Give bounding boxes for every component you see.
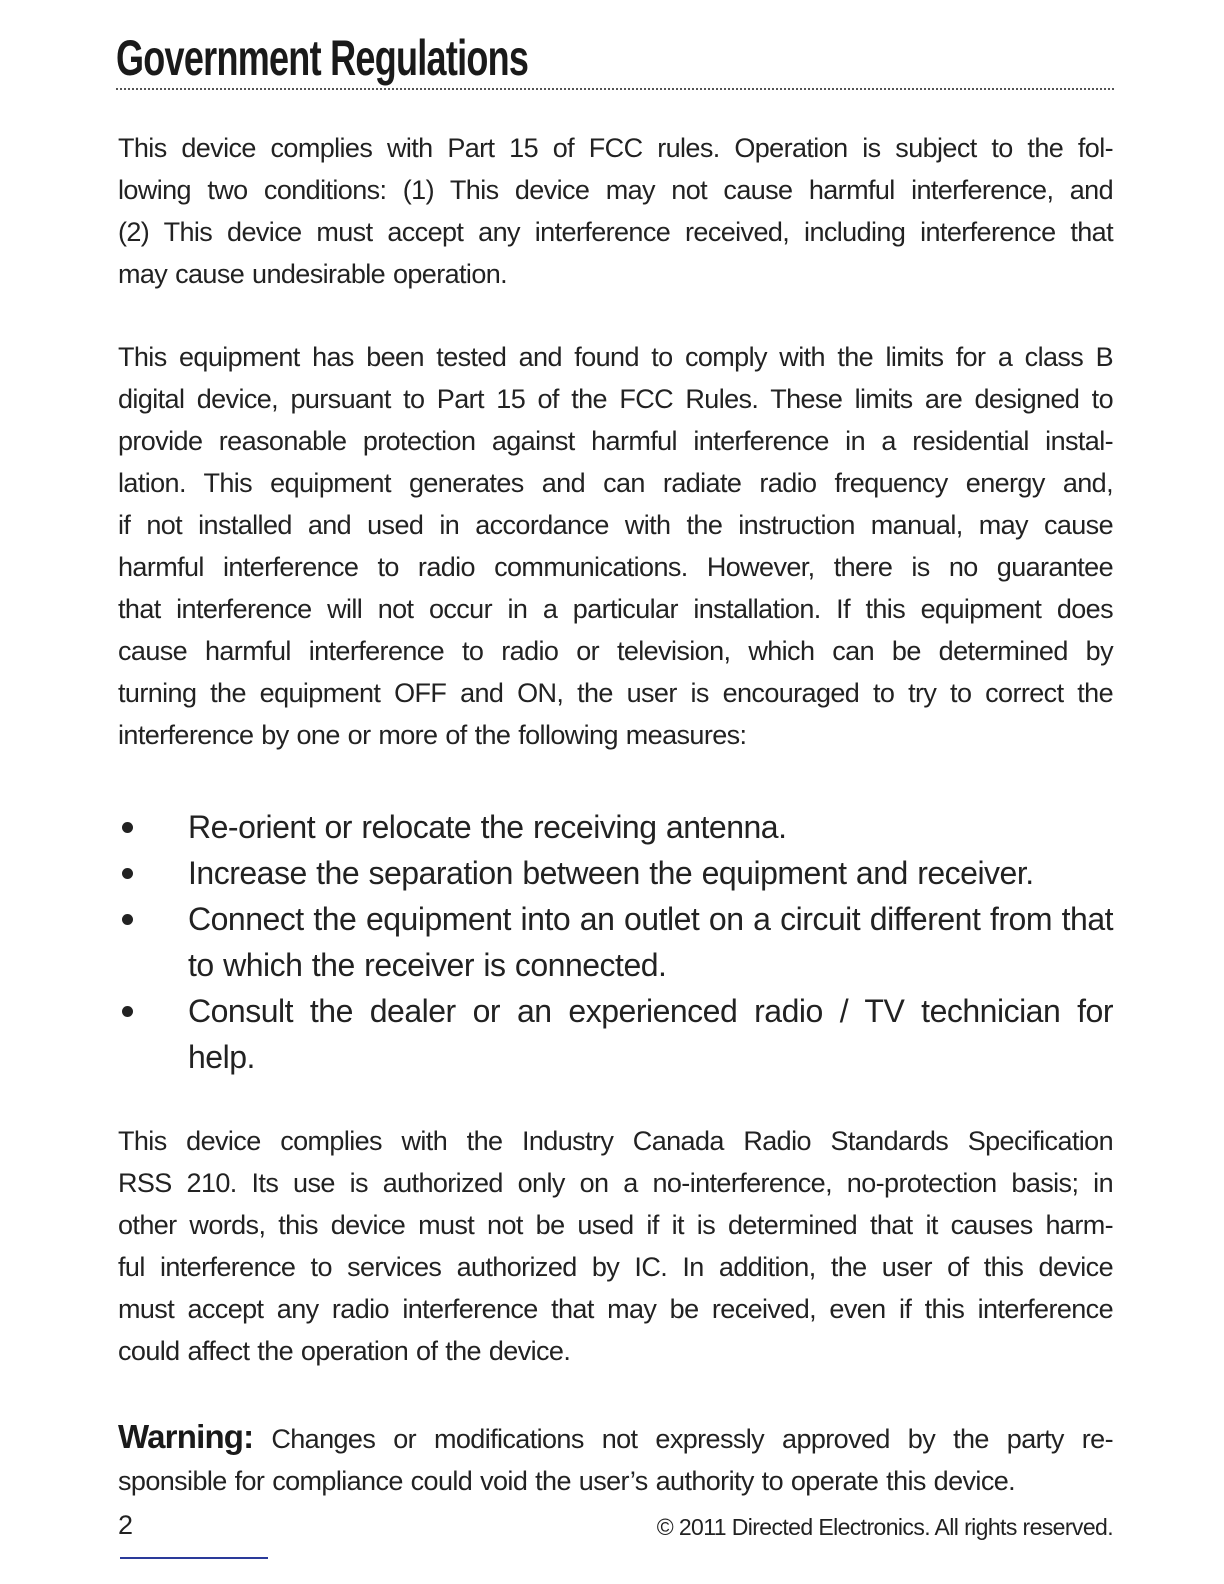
text-line: could affect the operation of the device. <box>118 1336 571 1366</box>
text-line: turning the equipment OFF and ON, the user is encouraged to try to correct the <box>118 678 1113 708</box>
warning-text: Changes or modifications not expressly approved by the party re- <box>271 1424 1113 1454</box>
text-line: other words, this device must not be used if it is determined that it causes harm- <box>118 1210 1113 1240</box>
text-line: must accept any radio interference that may be received, even if this interference <box>118 1294 1113 1324</box>
bullet-icon <box>122 914 133 925</box>
text-line: Increase the separation between the equipment and receiver. <box>188 855 1034 891</box>
list-item <box>118 988 1113 1080</box>
text-line: This device complies with Part 15 of FCC rules. Operation is subject to the fol- <box>118 133 1113 163</box>
page-number: 2 <box>118 1510 134 1540</box>
warning-paragraph <box>118 1414 1113 1502</box>
text-line: Connect the equipment into an outlet on a circuit different from that <box>188 901 1113 937</box>
page-title-text: Government Regulations <box>116 30 529 86</box>
text-line: lowing two conditions: (1) This device may not cause harmful interference, and <box>118 175 1113 205</box>
text-line: harmful interference to radio communications. However, there is no guarantee <box>118 552 1113 582</box>
text-line: (2) This device must accept any interference received, including interference that <box>118 217 1113 247</box>
text-line: may cause undesirable operation. <box>118 259 508 289</box>
text-line: cause harmful interference to radio or television, which can be determined by <box>118 636 1113 666</box>
text-line: lation. This equipment generates and can radiate radio frequency energy and, <box>118 468 1113 498</box>
fcc-paragraph <box>118 127 1113 295</box>
text-line: This device complies with the Industry Canada Radio Standards Specification <box>118 1126 1113 1156</box>
text-line: provide reasonable protection against harmful interference in a residential instal- <box>118 426 1113 456</box>
divider <box>120 1557 268 1559</box>
class-b-paragraph <box>118 336 1113 756</box>
list-item <box>118 850 1113 896</box>
text-line: digital device, pursuant to Part 15 of the FCC Rules. These limits are designed to <box>118 384 1113 414</box>
bullet-icon <box>122 1006 133 1017</box>
page-footer <box>118 1510 1113 1546</box>
list-item <box>118 896 1113 988</box>
copyright: © 2011 Directed Electronics. All rights reserved. <box>656 1514 1113 1540</box>
text-line: Re-orient or relocate the receiving antenna. <box>188 809 787 845</box>
text-line: ful interference to services authorized by IC. In addition, the user of this device <box>118 1252 1113 1282</box>
text-line: Consult the dealer or an experienced radio / TV technician for <box>188 993 1113 1029</box>
page-title <box>116 28 1114 90</box>
measures-list <box>118 804 1113 1080</box>
text-line: This equipment has been tested and found to comply with the limits for a class B <box>118 342 1113 372</box>
warning-text: sponsible for compliance could void the user’s authority to operate this device. <box>118 1466 1016 1496</box>
text-line: that interference will not occur in a particular installation. If this equipment does <box>118 594 1113 624</box>
warning-label: Warning: <box>118 1418 254 1455</box>
text-line: to which the receiver is connected. <box>188 947 667 983</box>
text-line: if not installed and used in accordance with the instruction manual, may cause <box>118 510 1113 540</box>
bullet-icon <box>122 868 133 879</box>
bullet-icon <box>122 822 133 833</box>
list-item <box>118 804 1113 850</box>
text-line: interference by one or more of the following measures: <box>118 720 747 750</box>
text-line: help. <box>188 1039 255 1075</box>
text-line: RSS 210. Its use is authorized only on a no-interference, no-protection basis; in <box>118 1168 1113 1198</box>
industry-canada-paragraph <box>118 1120 1113 1372</box>
